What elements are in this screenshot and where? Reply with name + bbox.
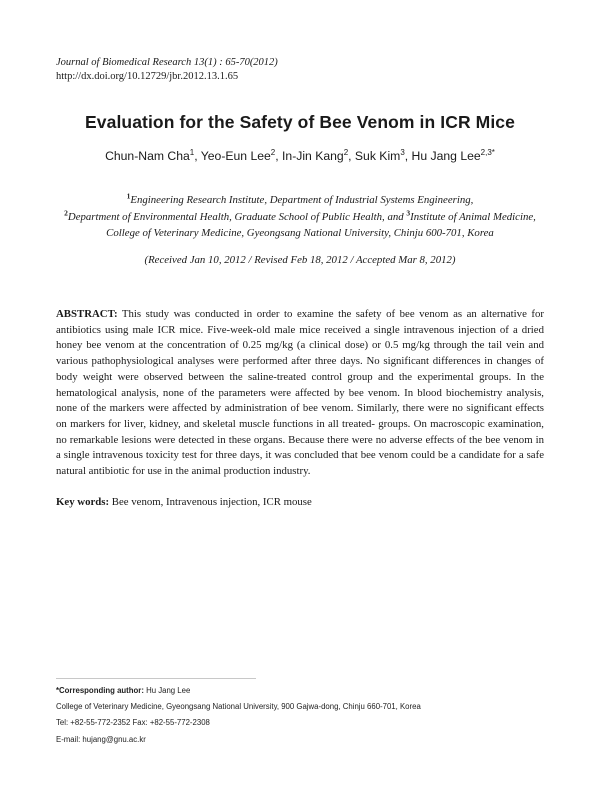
- journal-header: [56, 56, 278, 84]
- affiliation-number: 3: [406, 207, 411, 217]
- paper-title: Evaluation for the Safety of Bee Venom in ICR Mice: [85, 112, 515, 132]
- author-affiliation-mark: 2,3*: [480, 147, 495, 157]
- author-affiliation-mark: 2: [343, 147, 349, 157]
- author-affiliation-mark: 1: [189, 147, 195, 157]
- author-separator: ,: [348, 149, 355, 163]
- author-separator: ,: [275, 149, 283, 163]
- affiliation-text: Engineering Research Institute, Department of Industrial Systems Engineering,: [130, 194, 474, 206]
- received-dates: (Received Jan 10, 2012 / Revised Feb 18, 2012 / Accepted Mar 8, 2012): [144, 254, 456, 266]
- author-name: In-Jin Kang: [282, 149, 344, 163]
- abstract-label: ABSTRACT:: [56, 308, 118, 320]
- author-name: Chun-Nam Cha: [105, 149, 190, 163]
- corresponding-author-name: Hu Jang Lee: [143, 686, 191, 695]
- corresponding-phone: Tel: +82-55-772-2352 Fax: +82-55-772-2308: [56, 718, 210, 728]
- corresponding-email[interactable]: E-mail: hujang@gnu.ac.kr: [56, 734, 146, 744]
- affiliation-line: [0, 192, 600, 209]
- footnote-divider: [56, 678, 256, 679]
- corresponding-author-line: [56, 683, 556, 699]
- affiliation-text: Department of Environmental Health, Graduate School of Public Health, and: [67, 210, 407, 223]
- author-name: Suk Kim: [354, 149, 401, 163]
- correspondence-footnote: [56, 683, 556, 748]
- corresponding-author-label: *Corresponding author:: [56, 686, 144, 695]
- author-affiliation-mark: 3: [400, 147, 405, 157]
- keywords: [56, 496, 544, 508]
- author-name: Hu Jang Lee: [411, 149, 481, 163]
- doi-link[interactable]: http://dx.doi.org/10.12729/jbr.2012.13.1.65: [56, 71, 239, 82]
- journal-citation: Journal of Biomedical Research 13(1) : 65-70(2012): [56, 57, 278, 68]
- affiliation-number: 2: [64, 207, 68, 217]
- affiliation-line: [0, 209, 600, 226]
- author-affiliation-mark: 2: [270, 147, 276, 157]
- author-separator: ,: [404, 149, 412, 163]
- keywords-label: Key words:: [56, 496, 110, 508]
- affiliation-number: 1: [126, 191, 131, 201]
- corresponding-address: College of Veterinary Medicine, Gyeongsang National University, 900 Gajwa-dong, Chinju 660-701, Korea: [56, 702, 421, 712]
- affiliation-text: Institute of Animal Medicine,: [410, 210, 536, 223]
- affiliations: [0, 192, 600, 242]
- author-name: Yeo-Eun Lee: [200, 149, 271, 163]
- affiliation-line: College of Veterinary Medicine, Gyeongsang National University, Chinju 600-701, Korea: [106, 227, 494, 239]
- abstract-text: This study was conducted in order to examine the safety of bee venom as an alternative for antibiotics using male ICR mice. Five-week-old male mice received a single intravenous injection of a dried honey bee venom at the concentration of 0.25 mg/kg (a clinical dose) or 0.5 mg/kg through the tail vein and various pathophysiological analyses were performed after three days. No significant differences in changes of body weight were observed between the saline-treated control group and the experimental groups. In the hematological analysis, none of the parameters were affected by bee venom. In blood biochemistry analysis, none of the markers were affected by administration of bee venom. Similarly, there were no significant effects on markers for liver, kidney, and skeletal muscle functions in all treated- groups. On macroscopic examination, no remarkable lesions were detected in these organs. Because there were no adverse effects of the bee venom in a single intravenous toxicity test for three days, it was concluded that bee venom could be a candidate for a safe natural antibiotic for use in the animal production industry.: [56, 308, 544, 478]
- author-list: [0, 149, 600, 163]
- abstract: [56, 307, 544, 480]
- author-separator: ,: [194, 149, 201, 163]
- keywords-text: Bee venom, Intravenous injection, ICR mouse: [109, 496, 312, 508]
